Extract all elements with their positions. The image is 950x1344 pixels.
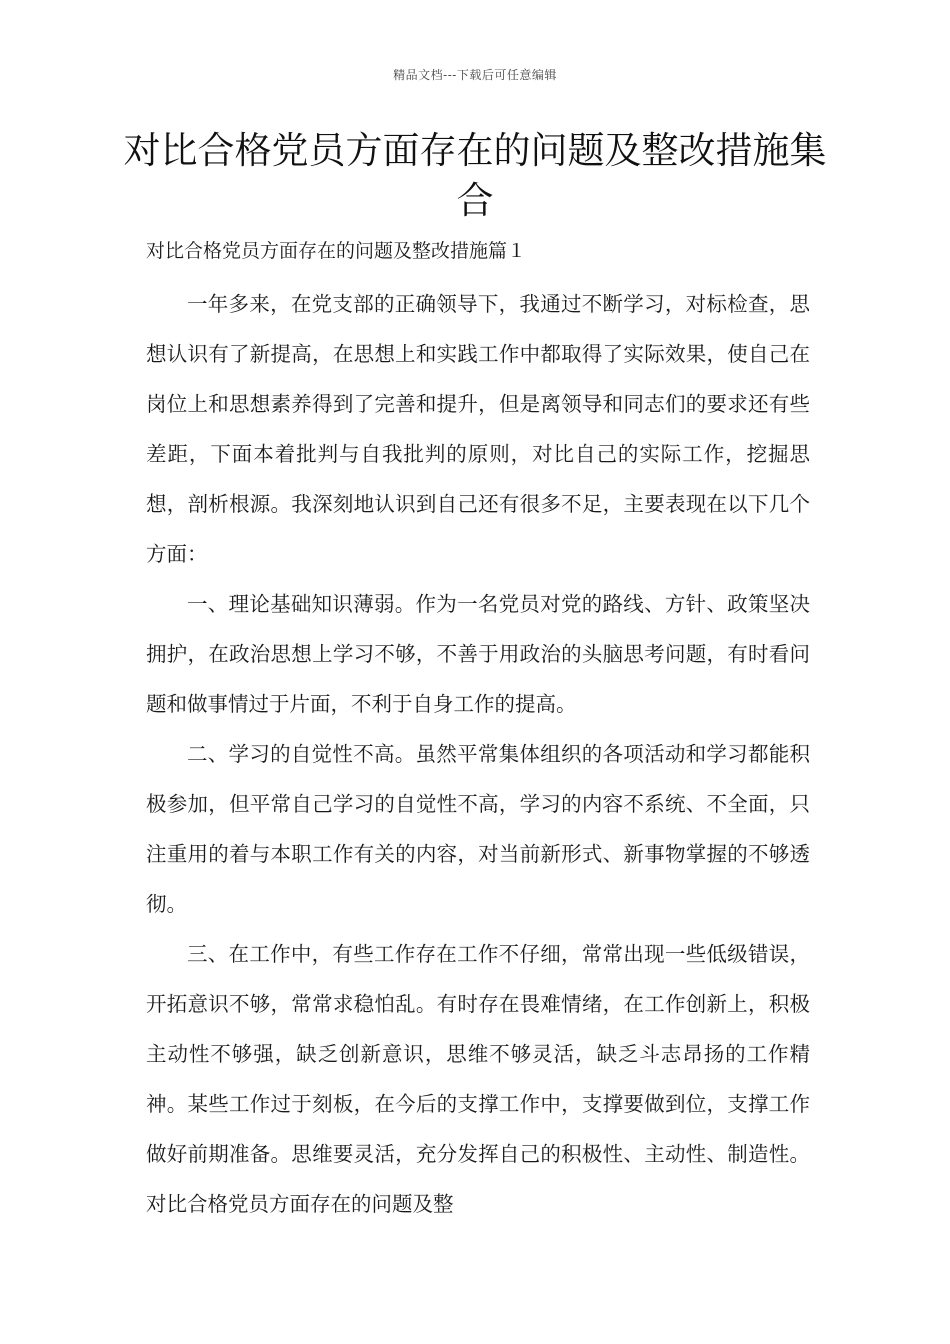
document-body bbox=[146, 279, 810, 1229]
document-title: 对比合格党员方面存在的问题及整改措施集合 bbox=[123, 129, 827, 222]
body-paragraph: 三、在工作中，有些工作存在工作不仔细，常常出现一些低级错误，开拓意识不够，常常求稳怕乱。有时存在畏难情绪，在工作创新上，积极主动性不够强，缺乏创新意识，思维不够灵活，缺乏斗志昂扬的工作精神。某些工作过于刻板，在今后的支撑工作中，支撑要做到位，支撑工作做好前期准备。思维要灵活，充分发挥自己的积极性、主动性、制造性。对比合格党员方面存在的问题及整 bbox=[146, 942, 810, 1216]
header-note: 精品文档---下载后可任意编辑 bbox=[393, 68, 557, 82]
body-paragraph: 一、理论基础知识薄弱。作为一名党员对党的路线、方针、政策坚决拥护，在政治思想上学习不够，不善于用政治的头脑思考问题，有时看问题和做事情过于片面，不利于自身工作的提高。 bbox=[146, 592, 810, 716]
body-paragraph: 二、学习的自觉性不高。虽然平常集体组织的各项活动和学习都能积极参加，但平常自己学习的自觉性不高，学习的内容不系统、不全面，只注重用的着与本职工作有关的内容，对当前新形式、新事物掌握的不够透彻。 bbox=[146, 742, 810, 916]
body-paragraph: 一年多来，在党支部的正确领导下，我通过不断学习，对标检查，思想认识有了新提高，在思想上和实践工作中都取得了实际效果，使自己在岗位上和思想素养得到了完善和提升，但是离领导和同志们的要求还有些差距，下面本着批判与自我批判的原则，对比自己的实际工作，挖掘思想，剖析根源。我深刻地认识到自己还有很多不足，主要表现在以下几个方面： bbox=[146, 292, 810, 566]
section-subtitle: 对比合格党员方面存在的问题及整改措施篇１ bbox=[146, 240, 527, 262]
